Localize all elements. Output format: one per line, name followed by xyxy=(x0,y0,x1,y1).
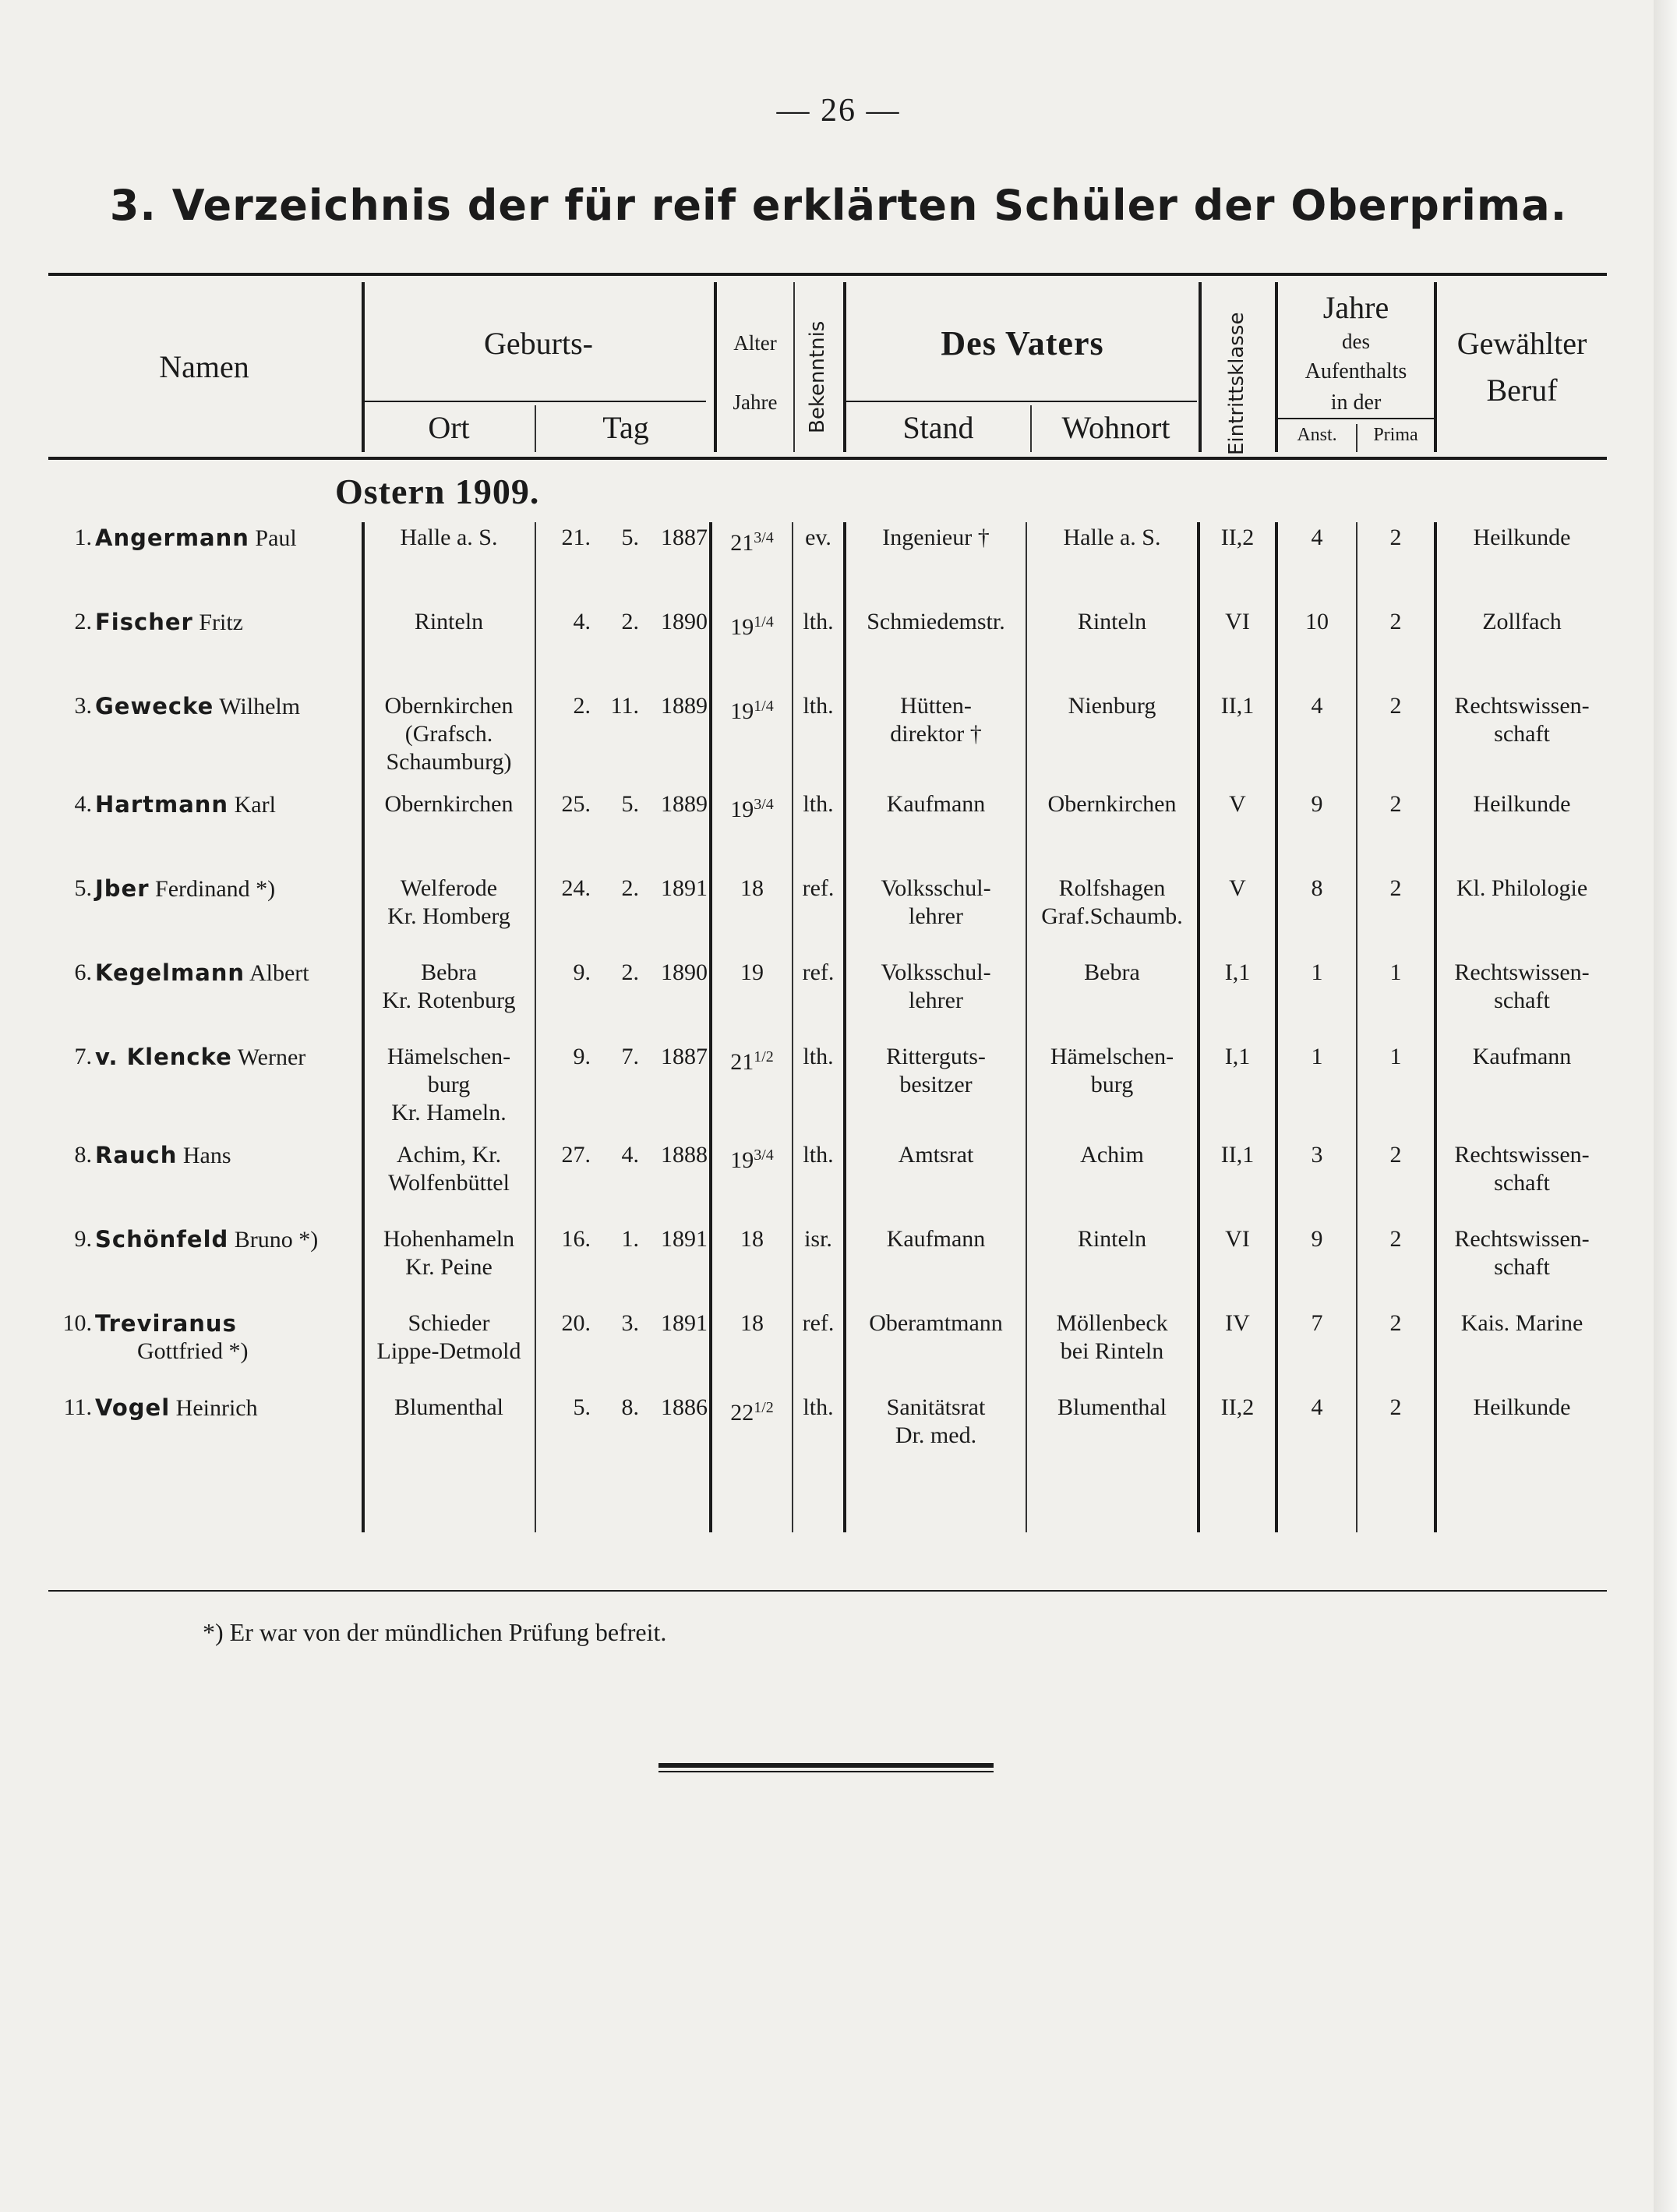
chosen-profession-line2: schaft xyxy=(1494,1170,1550,1196)
father-occupation-line2: direktor † xyxy=(890,721,982,747)
father-residence: Bebra xyxy=(1084,959,1140,985)
birthplace: Obernkirchen xyxy=(384,693,514,719)
row-number: 1. xyxy=(74,525,92,550)
student-surname: Schönfeld xyxy=(95,1226,229,1253)
geburts-sub-rule xyxy=(363,401,706,402)
column-line xyxy=(535,522,536,1532)
birthplace-line2: Wolfenbüttel xyxy=(388,1170,510,1196)
student-name xyxy=(95,875,275,903)
header-divider xyxy=(714,282,717,452)
birth-day: 9. xyxy=(573,1044,591,1069)
entry-class: VI xyxy=(1225,609,1250,634)
father-occupation-line2: besitzer xyxy=(899,1072,973,1097)
age-fraction: 3/4 xyxy=(754,796,774,813)
column-line xyxy=(843,522,846,1532)
birthplace-line3: Schaumburg) xyxy=(386,749,512,775)
birth-year: 1891 xyxy=(661,1226,708,1252)
father-occupation: Ingenieur † xyxy=(882,525,990,550)
student-given-name: Wilhelm xyxy=(219,694,301,719)
entry-class: II,2 xyxy=(1220,525,1255,550)
confession: lth. xyxy=(803,693,834,719)
header-geburts: Geburts- xyxy=(484,326,593,361)
column-line xyxy=(1275,522,1278,1532)
age-years: 19 xyxy=(730,614,754,640)
birth-day: 24. xyxy=(561,875,591,901)
confession: lth. xyxy=(803,791,834,817)
birth-month: 1. xyxy=(621,1226,639,1252)
years-at-school: 4 xyxy=(1311,693,1323,719)
father-residence: Achim xyxy=(1080,1142,1144,1168)
row-number: 2. xyxy=(74,609,92,634)
birth-month: 8. xyxy=(621,1394,639,1420)
birth-day: 21. xyxy=(561,525,591,550)
birth-month: 2. xyxy=(621,609,639,634)
header-divider xyxy=(1434,282,1437,452)
father-occupation: Hütten- xyxy=(900,693,972,719)
student-given-name: Werner xyxy=(237,1044,306,1070)
age-years: 19 xyxy=(730,1147,754,1173)
header-alter: Alter xyxy=(733,331,777,355)
header-jahre: Jahre xyxy=(733,390,778,414)
confession: lth. xyxy=(803,1394,834,1420)
father-occupation-line2: lehrer xyxy=(909,988,963,1013)
student-given-name: Albert xyxy=(249,960,309,986)
years-at-school: 1 xyxy=(1311,1044,1323,1069)
years-in-prima: 2 xyxy=(1389,1394,1402,1420)
page-edge-shadow xyxy=(1654,0,1677,2212)
birth-day: 9. xyxy=(573,959,591,985)
age xyxy=(712,1141,792,1175)
student-given-name: Karl xyxy=(234,792,276,818)
column-line xyxy=(1434,522,1437,1532)
birthplace: Halle a. S. xyxy=(400,525,498,550)
header-tag: Tag xyxy=(602,410,649,445)
years-in-prima: 2 xyxy=(1389,1142,1402,1168)
birth-day: 4. xyxy=(573,609,591,634)
birth-day: 5. xyxy=(573,1394,591,1420)
age-fraction: 1/2 xyxy=(754,1399,774,1416)
father-occupation: Schmiedemstr. xyxy=(867,609,1005,634)
age-fraction: 1/4 xyxy=(754,698,774,715)
birth-month: 2. xyxy=(621,959,639,985)
birthplace: Hämelschen- xyxy=(387,1044,511,1069)
age xyxy=(712,875,792,903)
father-residence: Nienburg xyxy=(1068,693,1156,719)
age-fraction: 1/2 xyxy=(754,1048,774,1065)
age xyxy=(712,524,792,557)
father-residence-line2: Graf.Schaumb. xyxy=(1041,903,1183,929)
age xyxy=(712,1043,792,1076)
entry-class: V xyxy=(1229,875,1246,901)
birth-year: 1890 xyxy=(661,959,708,985)
chosen-profession-line2: schaft xyxy=(1494,721,1550,747)
father-residence-line2: bei Rinteln xyxy=(1060,1338,1164,1364)
father-residence: Rolfshagen xyxy=(1058,875,1166,901)
birthplace-line3: Kr. Hameln. xyxy=(391,1100,507,1125)
chosen-profession: Kais. Marine xyxy=(1460,1310,1583,1336)
chosen-profession: Rechtswissen- xyxy=(1454,959,1590,985)
years-at-school: 8 xyxy=(1311,875,1323,901)
chosen-profession: Kaufmann xyxy=(1472,1044,1572,1069)
column-line xyxy=(1356,522,1357,1532)
birth-year: 1887 xyxy=(661,1044,708,1069)
row-number: 5. xyxy=(74,875,92,901)
entry-class: V xyxy=(1229,791,1246,817)
father-residence: Möllenbeck xyxy=(1056,1310,1168,1336)
birthplace-line2: burg xyxy=(427,1072,471,1097)
header-ort: Ort xyxy=(428,410,470,445)
header-aufenthalt-aufenthalts: Aufenthalts xyxy=(1305,359,1407,383)
father-occupation: Volksschul- xyxy=(881,959,991,985)
birth-day: 27. xyxy=(561,1142,591,1168)
header-namen: Namen xyxy=(159,349,249,384)
age-years: 21 xyxy=(730,1049,754,1075)
section-heading: Ostern 1909. xyxy=(335,472,540,511)
chosen-profession: Zollfach xyxy=(1482,609,1562,634)
student-name xyxy=(95,1309,237,1338)
birth-year: 1890 xyxy=(661,609,708,634)
birthplace: Schieder xyxy=(408,1310,490,1336)
birthplace: Blumenthal xyxy=(394,1394,503,1420)
birth-year: 1889 xyxy=(661,693,708,719)
age xyxy=(712,692,792,726)
column-line xyxy=(1197,522,1200,1532)
student-surname: Vogel xyxy=(95,1394,171,1421)
father-occupation-line2: lehrer xyxy=(909,903,963,929)
table-bottom-rule xyxy=(48,1590,1607,1592)
student-surname: Kegelmann xyxy=(95,959,245,986)
row-number: 10. xyxy=(62,1310,92,1336)
table-top-rule xyxy=(48,273,1607,276)
years-in-prima: 2 xyxy=(1389,525,1402,550)
years-in-prima: 2 xyxy=(1389,609,1402,634)
years-at-school: 10 xyxy=(1305,609,1329,634)
chosen-profession: Heilkunde xyxy=(1473,1394,1571,1420)
chosen-profession: Rechtswissen- xyxy=(1454,1226,1590,1252)
age-years: 18 xyxy=(740,875,764,901)
birthplace: Hohenhameln xyxy=(383,1226,515,1252)
birth-day: 20. xyxy=(561,1310,591,1336)
birth-year: 1889 xyxy=(661,791,708,817)
age xyxy=(712,1394,792,1427)
age-years: 19 xyxy=(740,959,764,985)
student-given-name: Heinrich xyxy=(175,1395,258,1421)
student-surname: Rauch xyxy=(95,1142,178,1168)
father-residence: Rinteln xyxy=(1077,609,1147,634)
student-surname: Fischer xyxy=(95,609,193,635)
student-name xyxy=(95,1043,305,1072)
father-occupation-line2: Dr. med. xyxy=(895,1422,977,1448)
years-at-school: 4 xyxy=(1311,525,1323,550)
birthplace: Obernkirchen xyxy=(384,791,514,817)
entry-class: I,1 xyxy=(1224,1044,1251,1069)
birthplace: Rinteln xyxy=(414,609,484,634)
age-years: 22 xyxy=(730,1400,754,1426)
student-name xyxy=(95,1394,258,1422)
student-surname: Jber xyxy=(95,875,150,902)
entry-class: II,1 xyxy=(1220,693,1255,719)
confession: ref. xyxy=(802,959,835,985)
header-stand: Stand xyxy=(902,410,974,445)
entry-class: II,1 xyxy=(1220,1142,1255,1168)
student-given-name: Hans xyxy=(182,1143,231,1168)
header-aufenthalt-des: des xyxy=(1342,330,1370,353)
birthplace: Bebra xyxy=(421,959,477,985)
chosen-profession: Heilkunde xyxy=(1473,525,1571,550)
column-line xyxy=(792,522,793,1532)
entry-class: II,2 xyxy=(1220,1394,1255,1420)
birth-year: 1888 xyxy=(661,1142,708,1168)
age xyxy=(712,608,792,641)
end-rule xyxy=(658,1763,994,1768)
entry-class: VI xyxy=(1225,1226,1250,1252)
birthplace-line2: (Grafsch. xyxy=(404,721,493,747)
age-years: 21 xyxy=(730,530,754,556)
page-title: 3. Verzeichnis der für reif erklärten Schüler der Oberprima. xyxy=(109,181,1568,230)
birth-month: 5. xyxy=(621,791,639,817)
chosen-profession: Heilkunde xyxy=(1473,791,1571,817)
student-name xyxy=(95,790,276,819)
birthplace-line2: Lippe-Detmold xyxy=(376,1338,521,1364)
header-divider xyxy=(1030,405,1032,452)
header-eintrittsklasse: Eintrittsklasse xyxy=(1225,312,1248,455)
confession: lth. xyxy=(803,609,834,634)
page-number: — 26 — xyxy=(776,93,901,129)
birthplace-line2: Kr. Rotenburg xyxy=(382,988,516,1013)
birth-month: 5. xyxy=(621,525,639,550)
row-number: 7. xyxy=(74,1044,92,1069)
entry-class: I,1 xyxy=(1224,959,1251,985)
student-name xyxy=(95,959,309,988)
age-fraction: 3/4 xyxy=(754,1147,774,1164)
birth-month: 4. xyxy=(621,1142,639,1168)
birth-year: 1886 xyxy=(661,1394,708,1420)
header-anst: Anst. xyxy=(1297,425,1337,445)
chosen-profession: Rechtswissen- xyxy=(1454,1142,1590,1168)
header-divider xyxy=(1199,282,1202,452)
age-years: 19 xyxy=(730,797,754,822)
years-at-school: 7 xyxy=(1311,1310,1323,1336)
student-surname: Angermann xyxy=(95,525,249,551)
father-residence: Obernkirchen xyxy=(1047,791,1177,817)
age xyxy=(712,1225,792,1253)
father-residence: Rinteln xyxy=(1077,1226,1147,1252)
father-occupation: Sanitätsrat xyxy=(886,1394,986,1420)
student-surname: Treviranus xyxy=(95,1310,237,1337)
age-fraction: 3/4 xyxy=(754,529,774,546)
father-residence: Halle a. S. xyxy=(1063,525,1161,550)
birth-year: 1887 xyxy=(661,525,708,550)
years-in-prima: 2 xyxy=(1389,1310,1402,1336)
age-years: 18 xyxy=(740,1310,764,1336)
header-wohnort: Wohnort xyxy=(1061,410,1170,445)
footnote: *) Er war von der mündlichen Prüfung befreit. xyxy=(203,1618,667,1646)
years-in-prima: 2 xyxy=(1389,875,1402,901)
confession: ref. xyxy=(802,875,835,901)
years-in-prima: 2 xyxy=(1389,693,1402,719)
student-given-name: Bruno *) xyxy=(234,1227,319,1253)
column-line xyxy=(1026,522,1027,1532)
birth-year: 1891 xyxy=(661,1310,708,1336)
chosen-profession-line2: schaft xyxy=(1494,1254,1550,1280)
header-aufenthalt-in-der: in der xyxy=(1330,390,1382,415)
student-given-name: Fritz xyxy=(199,610,243,635)
years-at-school: 9 xyxy=(1311,791,1323,817)
years-in-prima: 2 xyxy=(1389,1226,1402,1252)
row-number: 3. xyxy=(74,693,92,719)
row-number: 9. xyxy=(74,1226,92,1252)
header-prima: Prima xyxy=(1373,425,1418,445)
age-fraction: 1/4 xyxy=(754,613,774,631)
birth-month: 7. xyxy=(621,1044,639,1069)
column-line xyxy=(362,522,365,1532)
years-in-prima: 2 xyxy=(1389,791,1402,817)
age-years: 18 xyxy=(740,1226,764,1252)
end-rule-thin xyxy=(658,1771,994,1772)
birth-month: 11. xyxy=(610,693,639,719)
student-surname: v. Klencke xyxy=(95,1044,232,1070)
birthplace-line2: Kr. Peine xyxy=(405,1254,493,1280)
birth-day: 25. xyxy=(561,791,591,817)
father-occupation: Volksschul- xyxy=(881,875,991,901)
father-residence: Hämelschen- xyxy=(1050,1044,1174,1069)
header-aufenthalt-jahre: Jahre xyxy=(1322,290,1389,325)
student-given-name: Paul xyxy=(255,525,297,551)
row-number: 4. xyxy=(74,791,92,817)
student-name xyxy=(95,1141,231,1170)
student-given-name: Ferdinand *) xyxy=(155,876,276,902)
header-bekenntnis: Bekenntnis xyxy=(806,320,829,433)
row-number: 8. xyxy=(74,1142,92,1168)
confession: lth. xyxy=(803,1044,834,1069)
student-given-name-cont: Gottfried *) xyxy=(137,1338,249,1364)
father-residence-line2: burg xyxy=(1090,1072,1134,1097)
father-occupation: Kaufmann xyxy=(886,1226,986,1252)
student-name xyxy=(95,524,297,553)
header-gewaehlter: Gewählter xyxy=(1456,326,1587,361)
years-in-prima: 1 xyxy=(1389,959,1402,985)
header-beruf: Beruf xyxy=(1486,373,1558,408)
chosen-profession: Rechtswissen- xyxy=(1454,693,1590,719)
header-divider xyxy=(535,405,536,452)
age xyxy=(712,790,792,824)
confession: ref. xyxy=(802,1310,835,1336)
confession: isr. xyxy=(804,1226,832,1252)
birth-day: 2. xyxy=(573,693,591,719)
father-occupation: Amtsrat xyxy=(898,1142,974,1168)
row-number: 11. xyxy=(63,1394,92,1420)
birthplace: Achim, Kr. xyxy=(396,1142,502,1168)
chosen-profession-line2: schaft xyxy=(1494,988,1550,1013)
student-surname: Gewecke xyxy=(95,693,214,719)
years-at-school: 4 xyxy=(1311,1394,1323,1420)
years-at-school: 3 xyxy=(1311,1142,1323,1168)
birthplace: Welferode xyxy=(400,875,498,901)
table-header-rule xyxy=(48,457,1607,460)
birthplace-line2: Kr. Homberg xyxy=(387,903,510,929)
vaters-sub-rule xyxy=(846,401,1197,402)
father-occupation: Kaufmann xyxy=(886,791,986,817)
father-residence: Blumenthal xyxy=(1057,1394,1167,1420)
age xyxy=(712,959,792,987)
birth-month: 2. xyxy=(621,875,639,901)
row-number: 6. xyxy=(74,959,92,985)
years-at-school: 9 xyxy=(1311,1226,1323,1252)
confession: ev. xyxy=(805,525,831,550)
confession: lth. xyxy=(803,1142,834,1168)
father-occupation: Ritterguts- xyxy=(886,1044,986,1069)
age xyxy=(712,1309,792,1337)
student-name xyxy=(95,1225,318,1254)
header-des-vaters: Des Vaters xyxy=(941,324,1104,362)
aufenthalt-sub-rule xyxy=(1278,418,1434,419)
student-name xyxy=(95,692,300,721)
birth-year: 1891 xyxy=(661,875,708,901)
student-surname: Hartmann xyxy=(95,791,229,818)
years-in-prima: 1 xyxy=(1389,1044,1402,1069)
header-divider xyxy=(793,282,795,452)
column-line xyxy=(709,522,712,1532)
entry-class: IV xyxy=(1225,1310,1250,1336)
years-at-school: 1 xyxy=(1311,959,1323,985)
age-years: 19 xyxy=(730,698,754,724)
chosen-profession: Kl. Philologie xyxy=(1456,875,1588,901)
student-name xyxy=(95,608,243,637)
birth-month: 3. xyxy=(621,1310,639,1336)
birth-day: 16. xyxy=(561,1226,591,1252)
father-occupation: Oberamtmann xyxy=(869,1310,1003,1336)
